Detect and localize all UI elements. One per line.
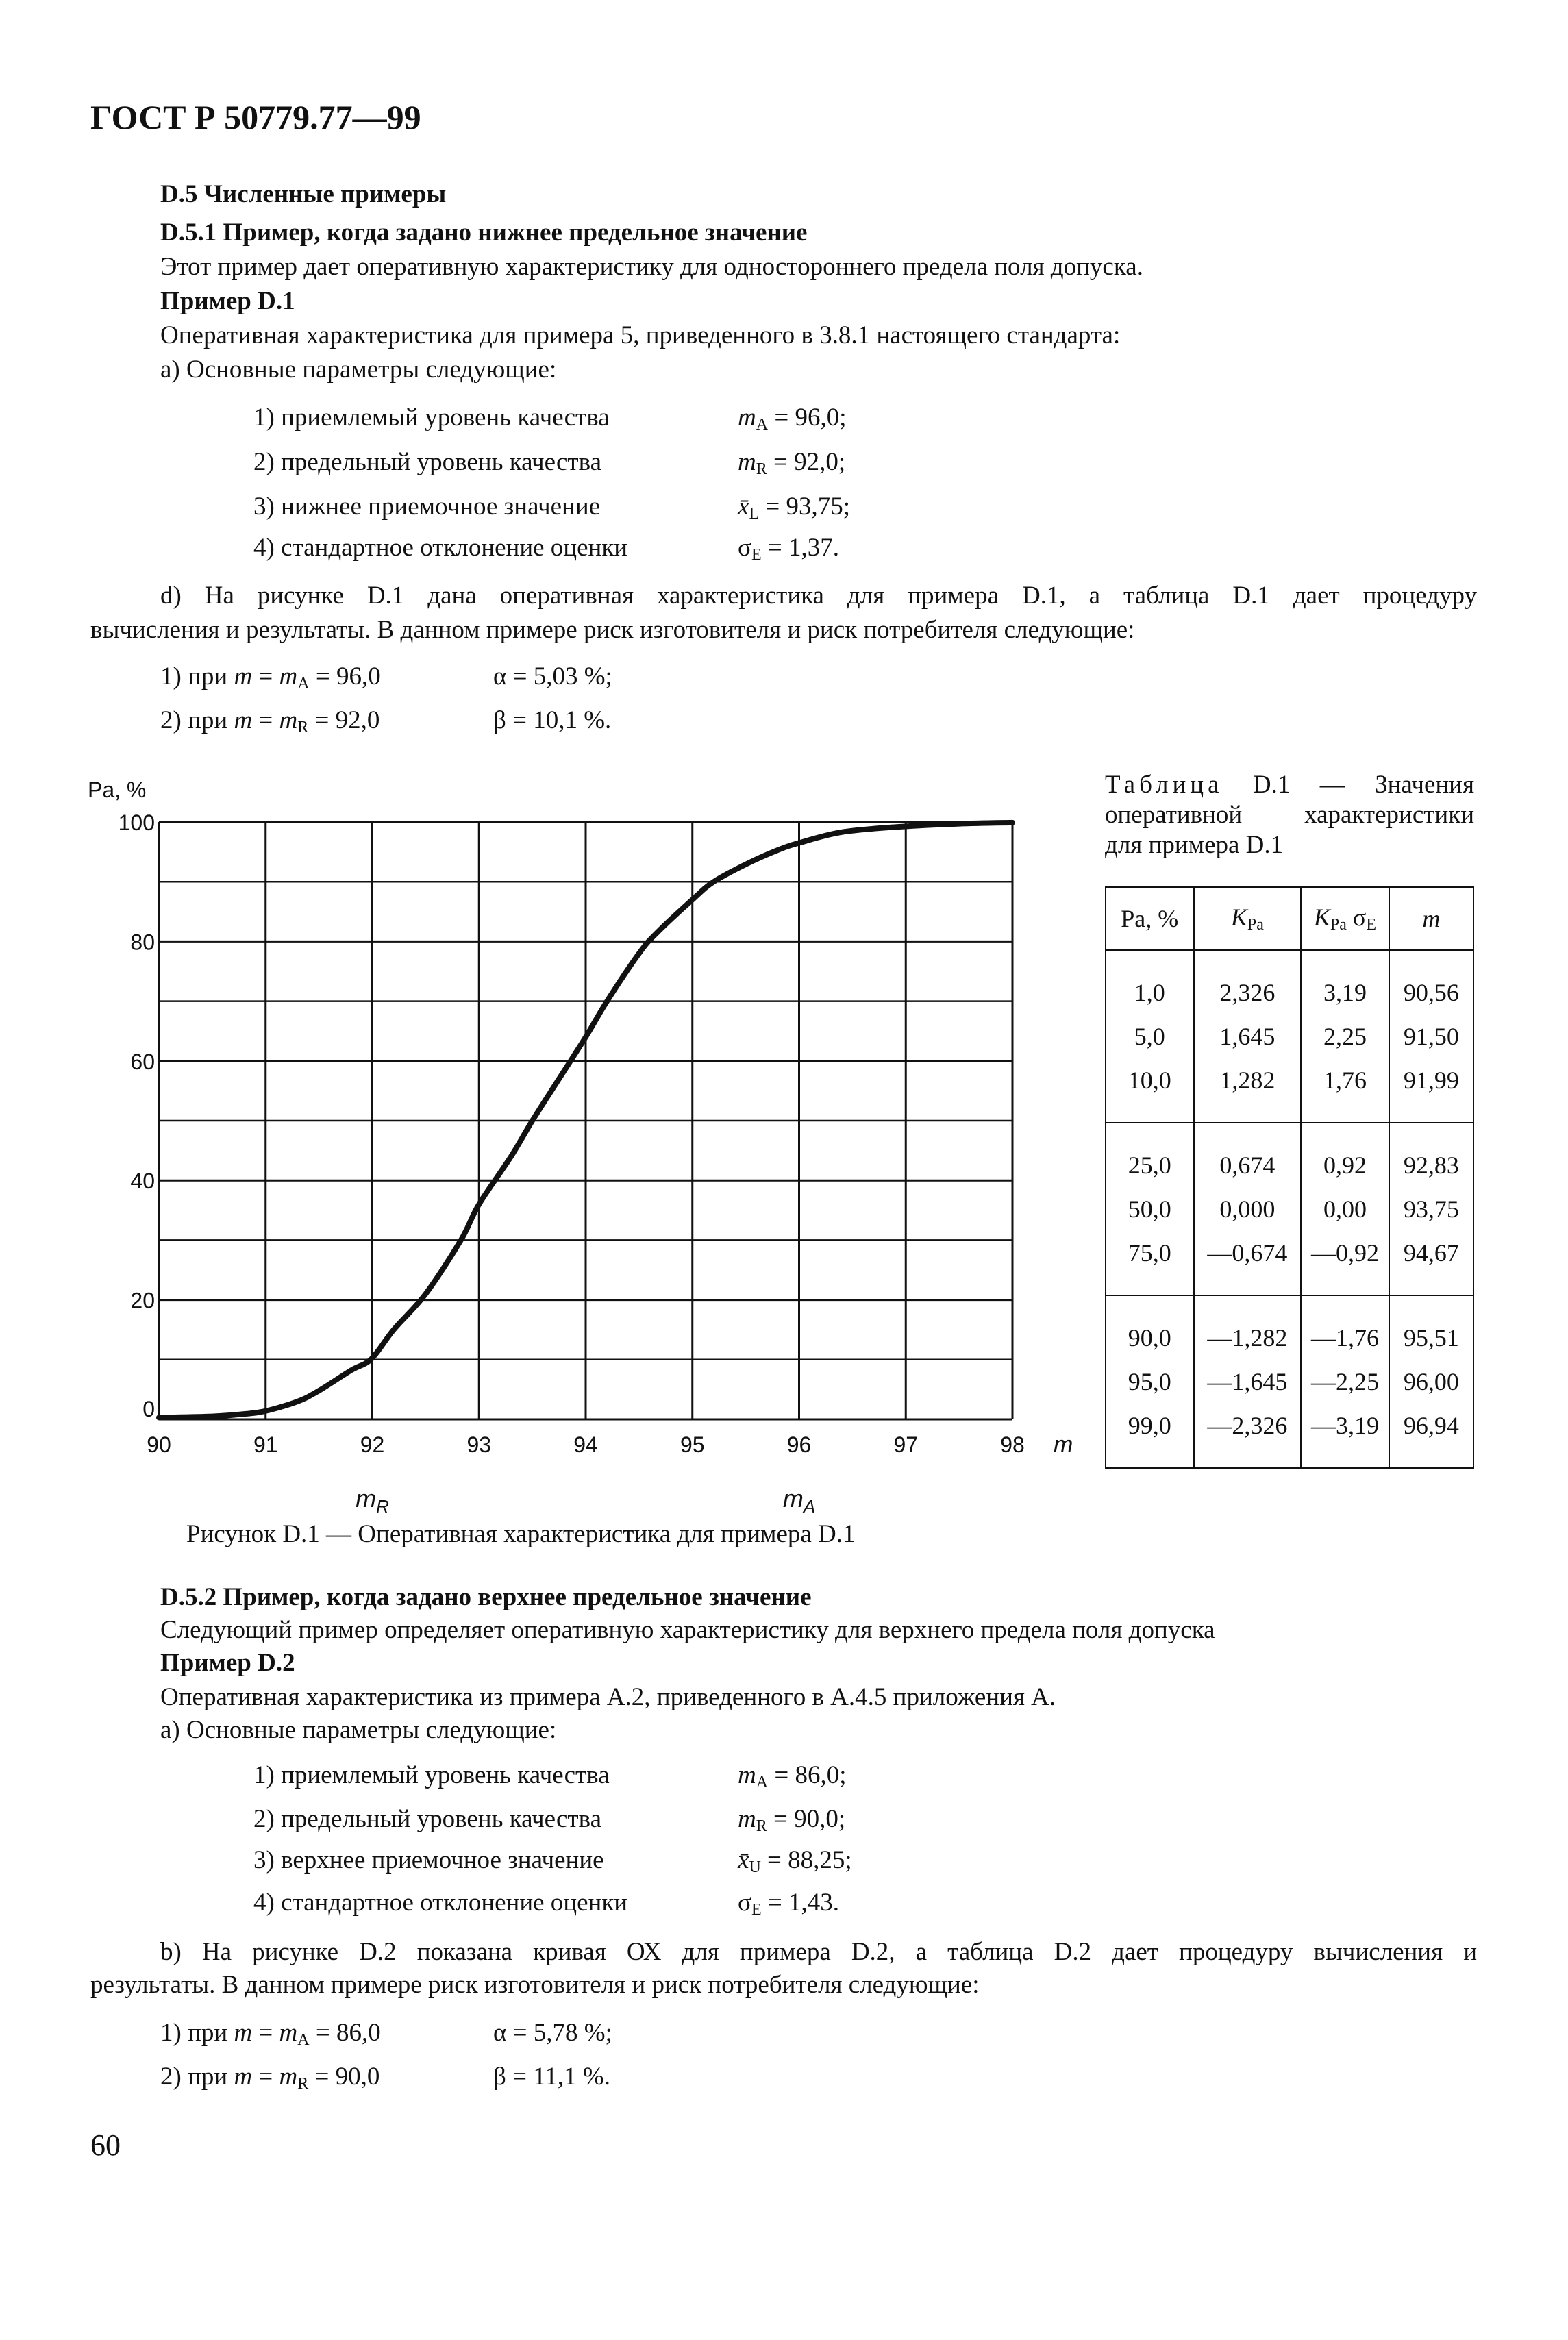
axis-annotation: $m_A$ [782,1484,816,1517]
y-tick-label: 20 [130,1288,155,1313]
col-header-pa: Pa, % [1106,887,1194,950]
param-value: $\sigma_E = 1,43$. [738,1889,839,1919]
cell: 90,56 91,50 91,99 [1389,950,1473,1123]
param-label: 4) стандартное отклонение оценки [253,534,628,562]
paragraph: Оперативная характеристика из примера А.2, приведенного в А.4.5 приложения А. [160,1683,1056,1711]
x-tick-label: 96 [786,1432,812,1457]
x-tick-label: 98 [1000,1432,1025,1457]
x-axis-label: m [1054,1432,1073,1458]
y-tick-label: 60 [130,1049,155,1074]
cell: 90,0 95,0 99,0 [1106,1295,1194,1468]
risk-condition: 1) при $m = m_A = 96,0$ [160,662,381,693]
col-header-k-sigma: $K_{Pa}$ $\sigma_E$ [1301,887,1389,950]
section-title: D.5 Численные примеры [160,180,447,208]
table-row [1106,1123,1473,1295]
y-tick-label: 100 [118,810,155,835]
param-label: 4) стандартное отклонение оценки [253,1889,628,1917]
param-value: $\sigma_E = 1,37$. [738,534,839,564]
x-tick-label: 91 [253,1432,278,1457]
paragraph: Оперативная характеристика для примера 5, приведенного в 3.8.1 настоящего стандарта: [160,321,1121,349]
param-value: $m_A = 86,0$; [738,1761,847,1791]
x-tick-label: 94 [573,1432,598,1457]
param-label: 3) нижнее приемочное значение [253,493,601,521]
example-title: Пример D.1 [160,287,295,315]
cell: 3,19 2,25 1,76 [1301,950,1389,1123]
paragraph: Следующий пример определяет оперативную характеристику для верхнего предела поля допуска [160,1616,1215,1644]
cell: —1,282 —1,645 —2,326 [1194,1295,1302,1468]
param-value: $m_R = 90,0$; [738,1805,846,1835]
table-caption: Таблица D.1 — Значения оперативной характеристики для примера D.1 [1105,771,1475,859]
x-tick-label: 97 [893,1432,919,1457]
cell: 0,92 0,00 —0,92 [1301,1123,1389,1295]
param-label: 1) приемлемый уровень качества [253,1761,610,1789]
axis-annotation: $m_R$ [356,1484,389,1517]
y-tick-label: 0 [142,1397,155,1421]
subsection-title: D.5.2 Пример, когда задано верхнее предельное значение [160,1583,812,1611]
param-label: 1) приемлемый уровень качества [253,403,610,432]
risk-value: β = 11,1 %. [493,2063,610,2091]
col-header-k: $K_{Pa}$ [1194,887,1302,950]
param-label: 3) верхнее приемочное значение [253,1846,604,1874]
risk-condition: 2) при $m = m_R = 92,0$ [160,706,380,736]
risk-value: β = 10,1 %. [493,706,612,734]
cell: —1,76 —2,25 —3,19 [1301,1295,1389,1468]
param-label: 2) предельный уровень качества [253,448,602,476]
risk-value: α = 5,03 %; [493,662,612,690]
example-title: Пример D.2 [160,1649,295,1677]
cell: 95,51 96,00 96,94 [1389,1295,1473,1468]
risk-condition: 2) при $m = m_R = 90,0$ [160,2063,380,2093]
y-axis-label: Pa, % [88,777,147,802]
y-tick-label: 40 [130,1169,155,1194]
paragraph: результаты. В данном примере риск изготовителя и риск потребителя следующие: [90,1971,980,1999]
paragraph: вычисления и результаты. В данном примере риск изготовителя и риск потребителя следующие: [90,616,1135,644]
subsection-title: D.5.1 Пример, когда задано нижнее предельное значение [160,219,808,247]
table-row [1106,950,1473,1123]
paragraph: а) Основные параметры следующие: [160,356,557,384]
y-tick-label: 80 [130,930,155,955]
x-tick-label: 93 [466,1432,492,1457]
x-tick-label: 90 [147,1432,171,1457]
cell: 92,83 93,75 94,67 [1389,1123,1473,1295]
cell: 25,0 50,0 75,0 [1106,1123,1194,1295]
figure-caption: Рисунок D.1 — Оперативная характеристика для примера D.1 [186,1520,856,1548]
document-id: ГОСТ Р 50779.77—99 [90,98,421,136]
cell: 0,674 0,000 —0,674 [1194,1123,1302,1295]
x-tick-label: 92 [360,1432,385,1457]
param-value: $x̄_L = 93,75$; [738,493,851,523]
paragraph: а) Основные параметры следующие: [160,1716,557,1744]
cell: 2,326 1,645 1,282 [1194,950,1302,1123]
cell: 1,0 5,0 10,0 [1106,950,1194,1123]
param-label: 2) предельный уровень качества [253,1805,602,1833]
risk-value: α = 5,78 %; [493,2019,612,2047]
param-value: $m_A = 96,0$; [738,403,847,434]
risk-condition: 1) при $m = m_A = 86,0$ [160,2019,381,2049]
values-table [1105,886,1474,1469]
paragraph: d) На рисунке D.1 дана оперативная характеристика для примера D.1, а таблица D.1 дает процедуру [160,582,1477,610]
oc-chart [82,767,1082,1521]
col-header-m: m [1389,887,1473,950]
page-number: 60 [90,2128,121,2162]
x-tick-label: 95 [680,1432,705,1457]
paragraph: Этот пример дает оперативную характеристику для одностороннего предела поля допуска. [160,253,1143,281]
table-row [1106,1295,1473,1468]
param-value: $x̄_U = 88,25$; [738,1846,852,1876]
table-header-row [1106,887,1473,950]
paragraph: b) На рисунке D.2 показана кривая ОХ для примера D.2, а таблица D.2 дает процедуру вычисления и [160,1938,1477,1966]
param-value: $m_R = 92,0$; [738,448,846,478]
